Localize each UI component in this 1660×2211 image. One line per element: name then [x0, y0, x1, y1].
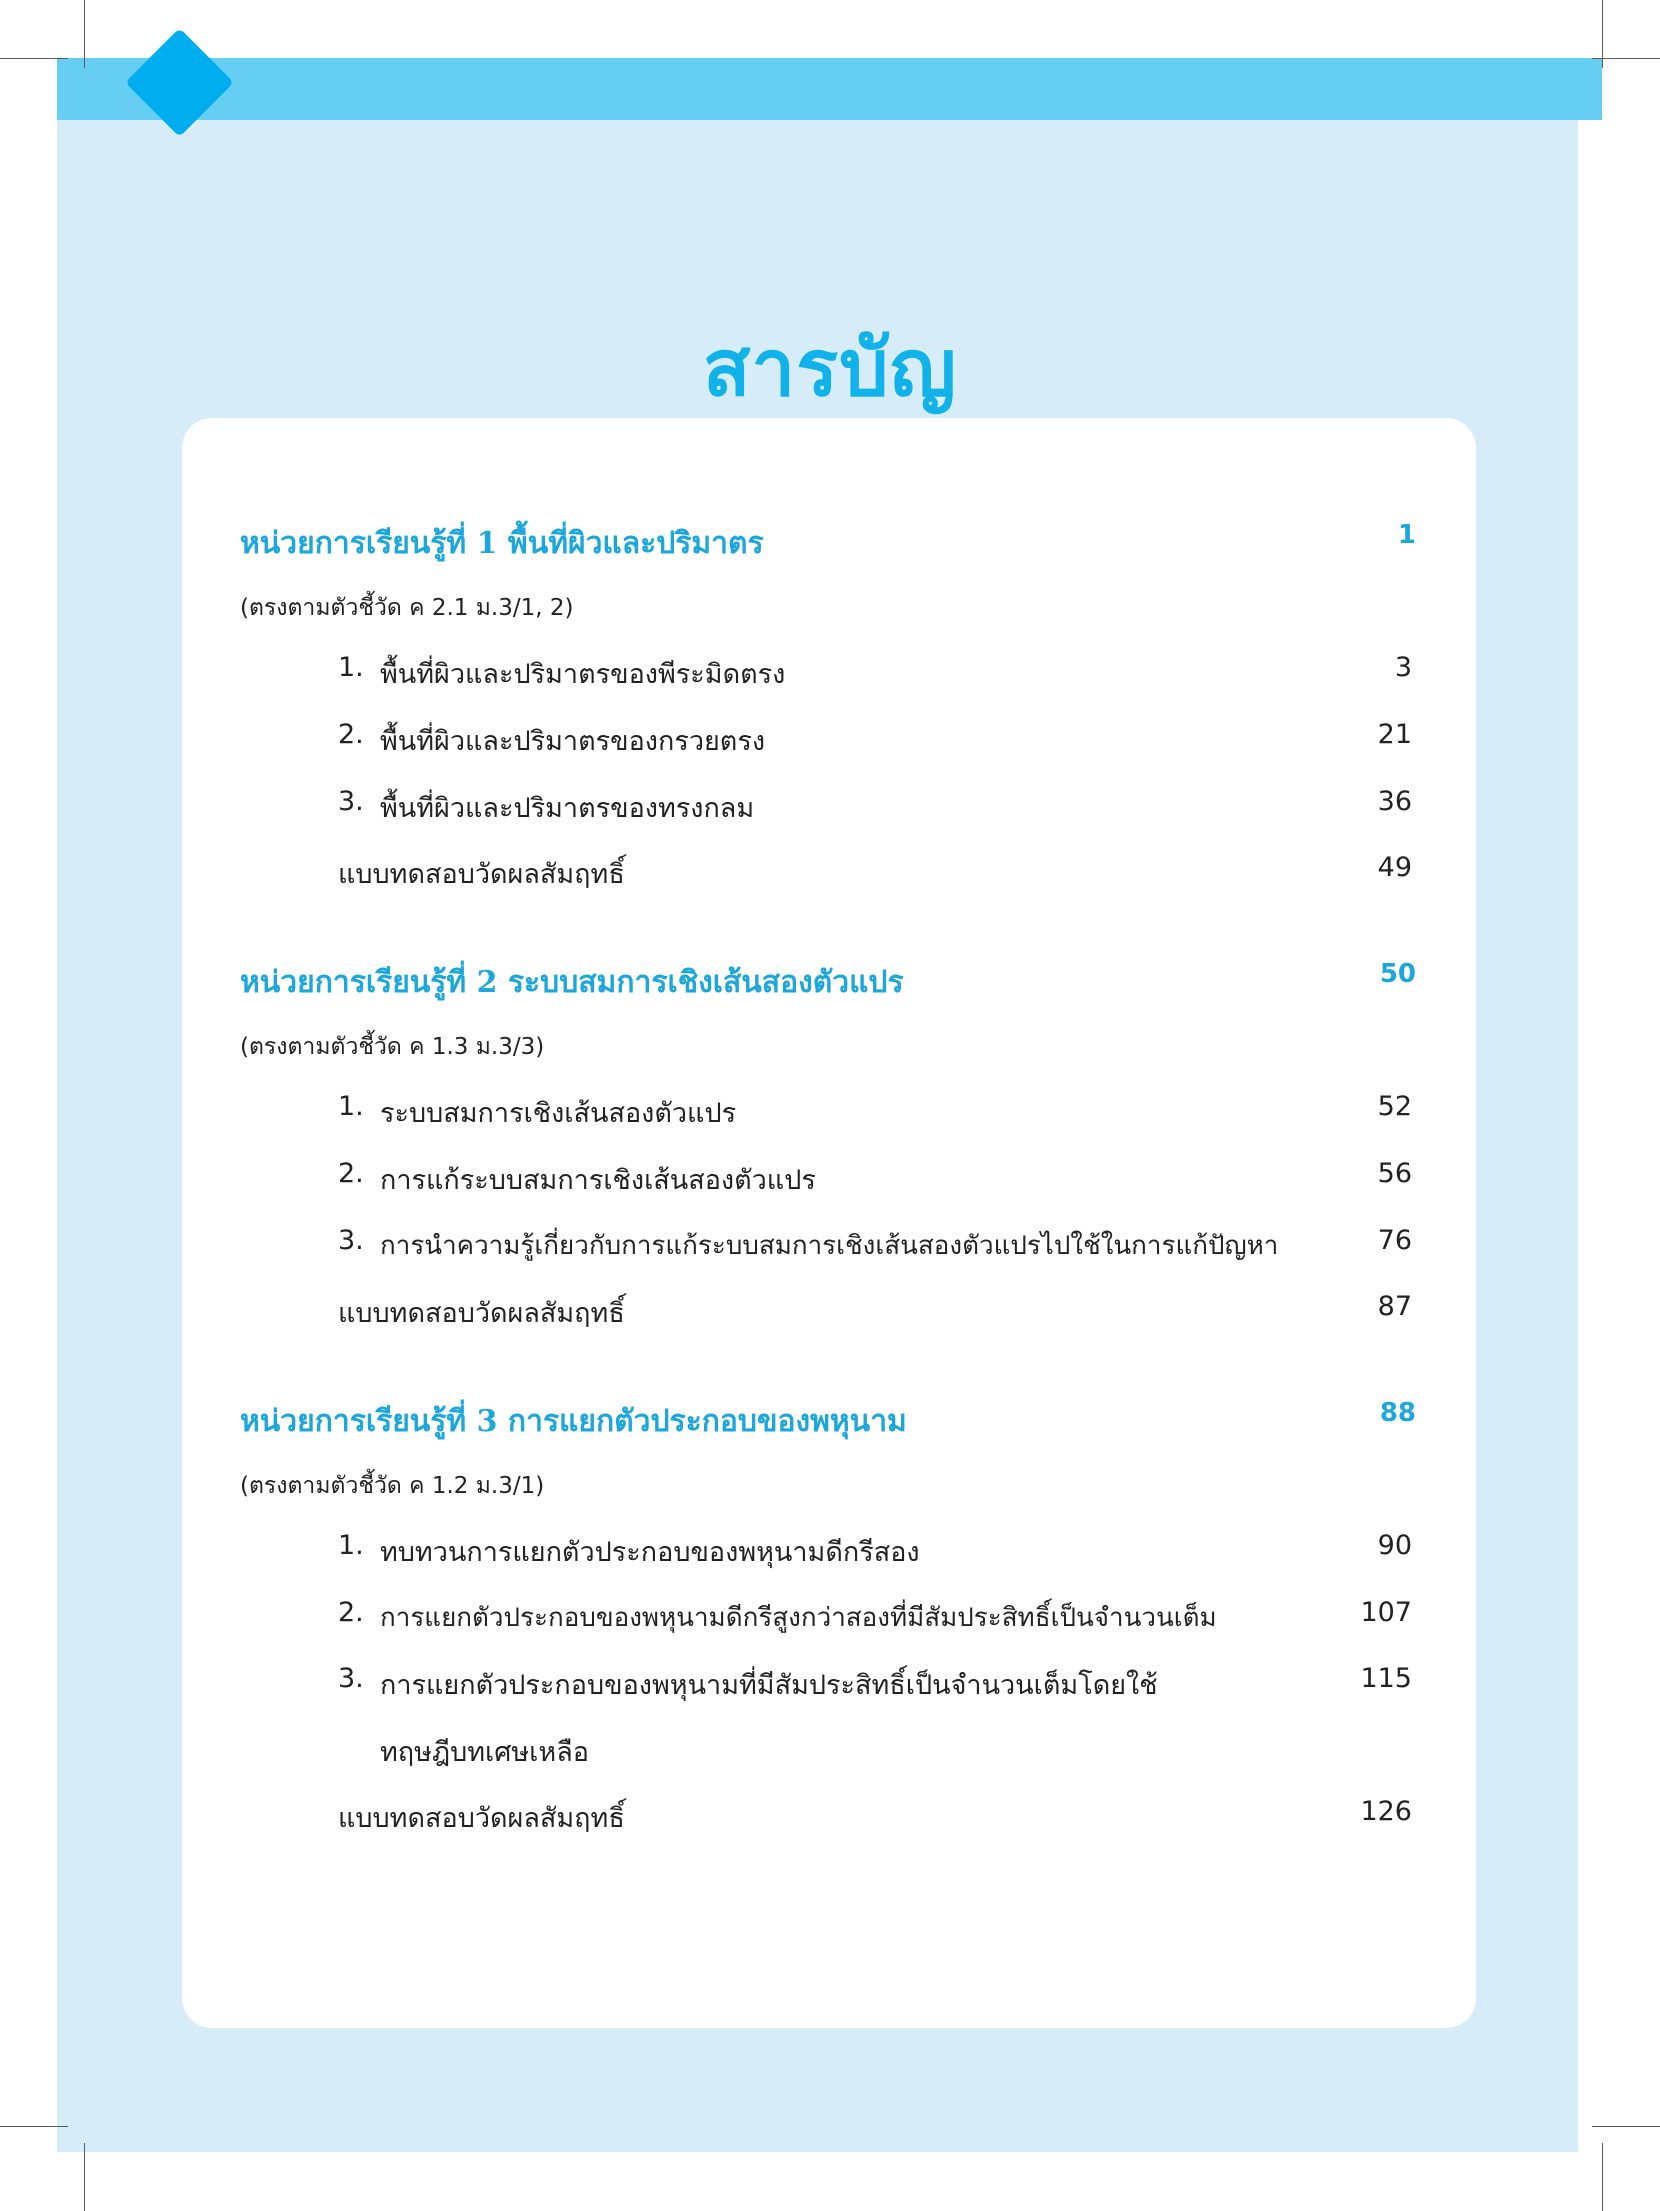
- item-title: ระบบสมการเชิงเส้นสองตัวแปร: [380, 1098, 737, 1129]
- toc-item[interactable]: [182, 1663, 1476, 1713]
- page-title: สารบัญ: [702, 324, 958, 414]
- item-title: พื้นที่ผิวและปริมาตรของทรงกลม: [380, 793, 755, 824]
- item-page-number: 87: [1377, 1291, 1412, 1322]
- toc-item[interactable]: [182, 1530, 1476, 1580]
- toc-item[interactable]: [182, 719, 1476, 769]
- unit-title: หน่วยการเรียนรู้ที่ 1 พื้นที่ผิวและปริมาตร: [240, 526, 764, 561]
- unit-title: หน่วยการเรียนรู้ที่ 2 ระบบสมการเชิงเส้นสองตัวแปร: [240, 965, 904, 1000]
- toc-item-continuation: [182, 1730, 1476, 1780]
- item-number: 3.: [338, 1225, 364, 1256]
- unit-page-number: 50: [1379, 959, 1416, 989]
- indicator-text: (ตรงตามตัวชี้วัด ค 1.2 ม.3/1): [240, 1473, 545, 1499]
- toc-item[interactable]: [182, 786, 1476, 836]
- item-title: การนำความรู้เกี่ยวกับการแก้ระบบสมการเชิงเส้นสองตัวแปรไปใช้ในการแก้ปัญหา: [380, 1231, 1279, 1261]
- unit-heading[interactable]: [182, 959, 1476, 1009]
- toc-item[interactable]: [182, 1091, 1476, 1141]
- item-page-number: 76: [1377, 1225, 1412, 1256]
- item-page-number: 115: [1360, 1663, 1412, 1694]
- crop-mark: [1602, 2143, 1603, 2211]
- item-title: พื้นที่ผิวและปริมาตรของกรวยตรง: [380, 726, 766, 757]
- crop-mark: [1592, 2126, 1660, 2127]
- unit-indicator: [182, 1468, 1476, 1518]
- toc-item[interactable]: [182, 1225, 1476, 1275]
- item-title: ทบทวนการแยกตัวประกอบของพหุนามดีกรีสอง: [380, 1537, 920, 1568]
- item-title: แบบทดสอบวัดผลสัมฤทธิ์: [338, 1803, 625, 1834]
- unit-heading[interactable]: [182, 520, 1476, 570]
- item-page-number: 107: [1360, 1597, 1412, 1628]
- unit-indicator: [182, 1029, 1476, 1079]
- unit-title: หน่วยการเรียนรู้ที่ 3 การแยกตัวประกอบของพหุนาม: [240, 1404, 907, 1439]
- item-page-number: 56: [1377, 1158, 1412, 1189]
- item-number: 1.: [338, 1530, 364, 1561]
- item-number: 2.: [338, 719, 364, 750]
- crop-mark: [0, 2126, 68, 2127]
- toc-item[interactable]: [182, 852, 1476, 902]
- unit-heading[interactable]: [182, 1398, 1476, 1448]
- toc-item[interactable]: [182, 1291, 1476, 1341]
- item-page-number: 21: [1377, 719, 1412, 750]
- unit-page-number: 88: [1379, 1398, 1416, 1428]
- item-page-number: 36: [1377, 786, 1412, 817]
- crop-mark: [1592, 58, 1660, 59]
- toc-item[interactable]: [182, 1597, 1476, 1647]
- item-title: การแก้ระบบสมการเชิงเส้นสองตัวแปร: [380, 1165, 816, 1196]
- item-title-continuation: ทฤษฎีบทเศษเหลือ: [380, 1737, 589, 1768]
- item-title: พื้นที่ผิวและปริมาตรของพีระมิดตรง: [380, 659, 786, 690]
- indicator-text: (ตรงตามตัวชี้วัด ค 2.1 ม.3/1, 2): [240, 595, 574, 621]
- header-band: [57, 58, 1602, 120]
- item-page-number: 49: [1377, 852, 1412, 883]
- item-number: 2.: [338, 1597, 364, 1628]
- toc-item[interactable]: [182, 1796, 1476, 1846]
- toc-item[interactable]: [182, 1158, 1476, 1208]
- crop-mark: [84, 2143, 85, 2211]
- item-page-number: 52: [1377, 1091, 1412, 1122]
- item-number: 3.: [338, 1663, 364, 1694]
- toc-item[interactable]: [182, 652, 1476, 702]
- item-title: การแยกตัวประกอบของพหุนามที่มีสัมประสิทธิ์เป็นจำนวนเต็มโดยใช้: [380, 1670, 1158, 1701]
- crop-mark: [0, 58, 68, 59]
- unit-page-number: 1: [1397, 520, 1416, 550]
- indicator-text: (ตรงตามตัวชี้วัด ค 1.3 ม.3/3): [240, 1034, 545, 1060]
- unit-indicator: [182, 590, 1476, 640]
- item-number: 2.: [338, 1158, 364, 1189]
- item-page-number: 90: [1377, 1530, 1412, 1561]
- item-number: 1.: [338, 652, 364, 683]
- item-number: 3.: [338, 786, 364, 817]
- crop-mark: [84, 0, 85, 68]
- item-page-number: 126: [1360, 1796, 1412, 1827]
- item-number: 1.: [338, 1091, 364, 1122]
- item-page-number: 3: [1394, 652, 1412, 683]
- item-title: แบบทดสอบวัดผลสัมฤทธิ์: [338, 859, 625, 890]
- toc-card: [182, 418, 1476, 2028]
- item-title: การแยกตัวประกอบของพหุนามดีกรีสูงกว่าสองที่มีสัมประสิทธิ์เป็นจำนวนเต็ม: [380, 1603, 1217, 1633]
- item-title: แบบทดสอบวัดผลสัมฤทธิ์: [338, 1298, 625, 1329]
